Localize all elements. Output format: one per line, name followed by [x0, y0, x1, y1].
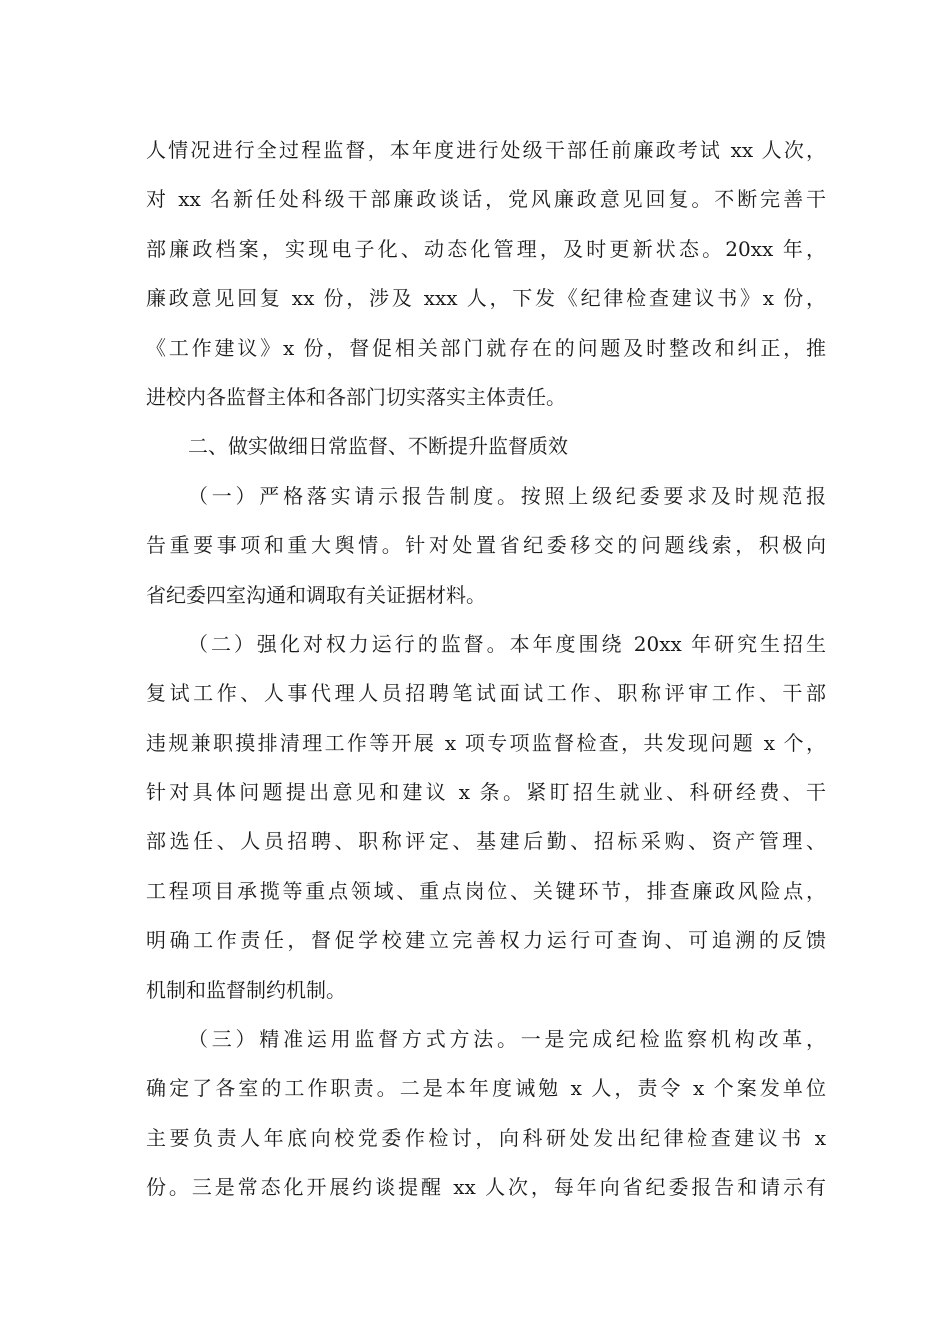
paragraph-line: 份。三是常态化开展约谈提醒 xx 人次，每年向省纪委报告和请示有: [146, 1175, 826, 1200]
paragraph-line: 工程项目承揽等重点领域、重点岗位、关键环节，排查廉政风险点，: [146, 878, 826, 903]
paragraph-line: 针对具体问题提出意见和建议 x 条。紧盯招生就业、科研经费、干: [146, 780, 826, 805]
paragraph-line: 告重要事项和重大舆情。针对处置省纪委移交的问题线索，积极向: [146, 533, 826, 558]
paragraph-line: 明确工作责任，督促学校建立完善权力运行可查询、可追溯的反馈: [146, 928, 826, 953]
paragraph-line: 违规兼职摸排清理工作等开展 x 项专项监督检查，共发现问题 x 个，: [146, 730, 826, 755]
paragraph-line: 省纪委四室沟通和调取有关证据材料。: [146, 582, 486, 607]
paragraph-line: 进校内各监督主体和各部门切实落实主体责任。: [146, 384, 566, 409]
paragraph-line: 部选任、人员招聘、职称评定、基建后勤、招标采购、资产管理、: [146, 829, 826, 854]
paragraph-line: 部廉政档案，实现电子化、动态化管理，及时更新状态。20xx 年，: [146, 236, 826, 261]
paragraph-line: （一）严格落实请示报告制度。按照上级纪委要求及时规范报: [188, 483, 826, 508]
document-body: [146, 126, 826, 1213]
paragraph-line: 机制和监督制约机制。: [146, 977, 346, 1002]
paragraph-line: 《工作建议》x 份，督促相关部门就存在的问题及时整改和纠正，推: [146, 335, 826, 360]
paragraph-line: （三）精准运用监督方式方法。一是完成纪检监察机构改革，: [188, 1027, 826, 1052]
paragraph-line: 复试工作、人事代理人员招聘笔试面试工作、职称评审工作、干部: [146, 681, 826, 706]
paragraph-line: 对 xx 名新任处科级干部廉政谈话，党风廉政意见回复。不断完善干: [146, 187, 826, 212]
paragraph-line: 确定了各室的工作职责。二是本年度诫勉 x 人，责令 x 个案发单位: [146, 1076, 826, 1101]
section-heading: 二、做实做细日常监督、不断提升监督质效: [188, 434, 568, 459]
paragraph-line: 人情况进行全过程监督，本年度进行处级干部任前廉政考试 xx 人次，: [146, 138, 826, 162]
paragraph-line: 廉政意见回复 xx 份，涉及 xxx 人，下发《纪律检查建议书》x 份，: [146, 286, 826, 311]
paragraph-line: （二）强化对权力运行的监督。本年度围绕 20xx 年研究生招生: [188, 631, 826, 656]
paragraph-line: 主要负责人年底向校党委作检讨，向科研处发出纪律检查建议书 x: [146, 1125, 826, 1150]
